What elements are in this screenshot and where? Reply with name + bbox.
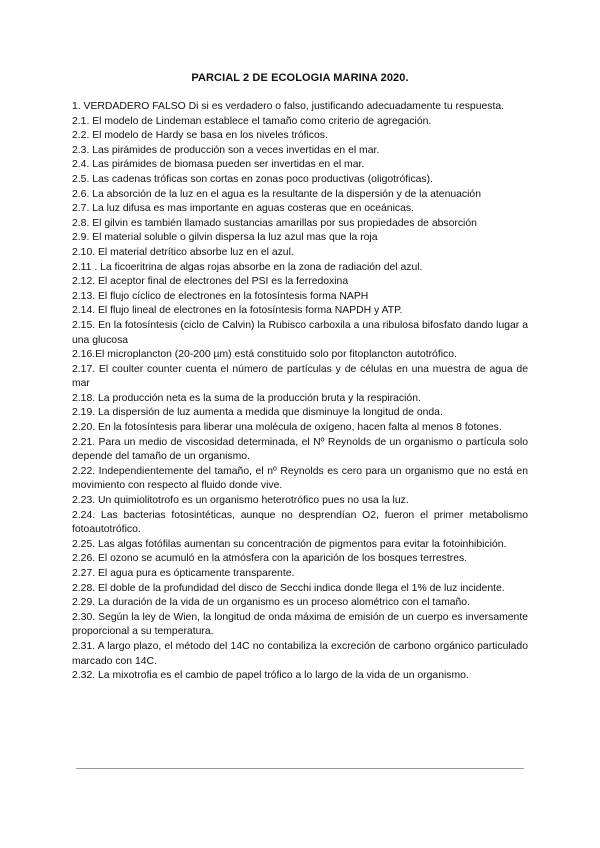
question-item: 2.1. El modelo de Lindeman establece el tamaño como criterio de agregación. (72, 115, 432, 127)
question-item: 2.24. Las bacterias fotosintéticas, aunque no desprendían O2, fueron el primer metabolismo fotoautotrófico. (72, 509, 528, 536)
question-instructions: 1. VERDADERO FALSO Di si es verdadero o falso, justificando adecuadamente tu respuesta. (72, 101, 505, 112)
footer-divider (76, 768, 524, 769)
question-item: 2.15. En la fotosíntesis (ciclo de Calvin) la Rubisco carboxila a una ribulosa bifosfato dando lugar a una glucosa (72, 319, 528, 346)
question-item: 2.26. El ozono se acumuló en la atmósfera con la aparición de los bosques terrestres. (72, 553, 468, 565)
question-item: 2.29. La duración de la vida de un organismo es un proceso alométrico con el tamaño. (72, 597, 470, 609)
question-item: 2.28. El doble de la profundidad del disco de Secchi indica donde llega el 1% de luz incidente. (72, 582, 505, 594)
question-item: 2.13. El flujo cíclico de electrones en la fotosíntesis forma NAPH (72, 290, 369, 302)
question-item: 2.9. El material soluble o gilvin dispersa la luz azul mas que la roja (72, 232, 378, 244)
document-title: PARCIAL 2 DE ECOLOGIA MARINA 2020. (191, 72, 409, 84)
question-item: 2.20. En la fotosíntesis para liberar una molécula de oxígeno, hacen falta al menos 8 fotones. (72, 422, 502, 434)
question-item: 2.25. Las algas fotófilas aumentan su concentración de pigmentos para evitar la fotoinhibición. (72, 538, 507, 550)
question-item: 2.7. La luz difusa es mas importante en aguas costeras que en oceánicas. (72, 203, 414, 215)
question-item: 2.14. El flujo lineal de electrones en la fotosíntesis forma NAPDH y ATP. (72, 305, 403, 317)
question-item: 2.23. Un quimiolitotrofo es un organismo heterotrófico pues no usa la luz. (72, 495, 409, 507)
question-item: 2.8. El gilvin es también llamado sustancias amarillas por sus propiedades de absorción (72, 217, 477, 229)
question-item: 2.11 . La ficoeritrina de algas rojas absorbe en la zona de radiación del azul. (72, 261, 423, 273)
question-item: 2.31. A largo plazo, el método del 14C no contabiliza la excreción de carbono orgánico particulado marcado con 14C. (72, 640, 528, 667)
question-item: 2.27. El agua pura es ópticamente transparente. (72, 568, 295, 579)
question-item: 2.3. Las pirámides de producción son a veces invertidas en el mar. (72, 144, 380, 156)
question-item: 2.6. La absorción de la luz en el agua es la resultante de la dispersión y de la atenuación (72, 188, 481, 200)
question-list (72, 100, 528, 684)
question-item: 2.12. El aceptor final de electrones del PSI es la ferredoxina (72, 276, 349, 288)
question-item: 2.32. La mixotrofia es el cambio de papel trófico a lo largo de la vida de un organismo. (72, 670, 469, 682)
question-item: 2.21. Para un medio de viscosidad determinada, el Nº Reynolds de un organismo o partícula solo depende del tamaño de un organismo. (72, 436, 528, 463)
question-item: 2.10. El material detrítico absorbe luz en el azul. (72, 246, 294, 258)
question-item: 2.16.El microplancton (20-200 µm) está constituido solo por fitoplancton autotrófico. (72, 349, 457, 361)
question-item: 2.5. Las cadenas tróficas son cortas en zonas poco productivas (oligotróficas). (72, 173, 433, 185)
question-item: 2.18. La producción neta es la suma de la producción bruta y la respiración. (72, 392, 421, 404)
question-item: 2.2. El modelo de Hardy se basa en los niveles tróficos. (72, 130, 328, 142)
question-item: 2.30. Según la ley de Wien, la longitud de onda máxima de emisión de un cuerpo es inversamente proporcional a su temperatura. (72, 611, 528, 638)
question-item: 2.17. El coulter counter cuenta el número de partículas y de células en una muestra de agua de mar (72, 363, 528, 390)
question-item: 2.19. La dispersión de luz aumenta a medida que disminuye la longitud de onda. (72, 407, 443, 419)
question-item: 2.22. Independientemente del tamaño, el nº Reynolds es cero para un organismo que no está en movimiento con respecto al fluido donde vive. (72, 465, 528, 492)
question-item: 2.4. Las pirámides de biomasa pueden ser invertidas en el mar. (72, 159, 365, 171)
